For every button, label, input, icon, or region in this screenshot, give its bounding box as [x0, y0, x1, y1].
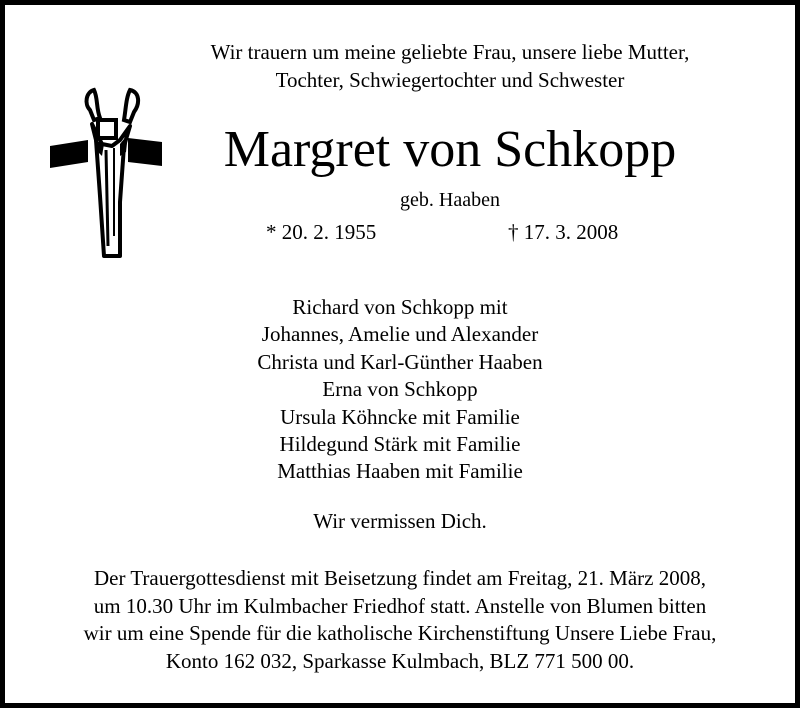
mourner-line: Hildegund Stärk mit Familie [279, 432, 521, 457]
deceased-name: Margret von Schkopp [223, 121, 677, 178]
service-line: wir um eine Spende für die katholische Kirchenstiftung Unsere Liebe Frau, [83, 621, 717, 645]
service-info [0, 565, 800, 675]
intro-line: Wir trauern um meine geliebte Frau, unsere liebe Mutter, [210, 40, 690, 64]
mourner-line: Erna von Schkopp [322, 377, 478, 402]
mourner-line: Matthias Haaben mit Familie [277, 459, 523, 484]
mourner-line: Johannes, Amelie und Alexander [261, 322, 539, 347]
maiden-name: geb. Haaben [400, 189, 500, 211]
intro-line: Tochter, Schwiegertochter und Schwester [275, 68, 625, 92]
death-date: † 17. 3. 2008 [508, 220, 619, 244]
mourner-line: Ursula Köhncke mit Familie [280, 404, 520, 429]
mourner-line: Christa und Karl-Günther Haaben [257, 349, 543, 374]
birth-date: * 20. 2. 1955 [266, 220, 377, 244]
mourners-list [0, 294, 800, 486]
service-line: um 10.30 Uhr im Kulmbacher Friedhof statt. Anstelle von Blumen bitten [93, 593, 707, 618]
service-line: Konto 162 032, Sparkasse Kulmbach, BLZ 771 500 00. [165, 648, 635, 673]
mourner-line: Richard von Schkopp mit [292, 295, 508, 319]
service-line: Der Trauergottesdienst mit Beisetzung findet am Freitag, 21. März 2008, [93, 566, 706, 590]
cross-with-figure-icon [48, 86, 164, 264]
closing-text: Wir vermissen Dich. [313, 509, 487, 533]
intro-text [170, 38, 730, 94]
